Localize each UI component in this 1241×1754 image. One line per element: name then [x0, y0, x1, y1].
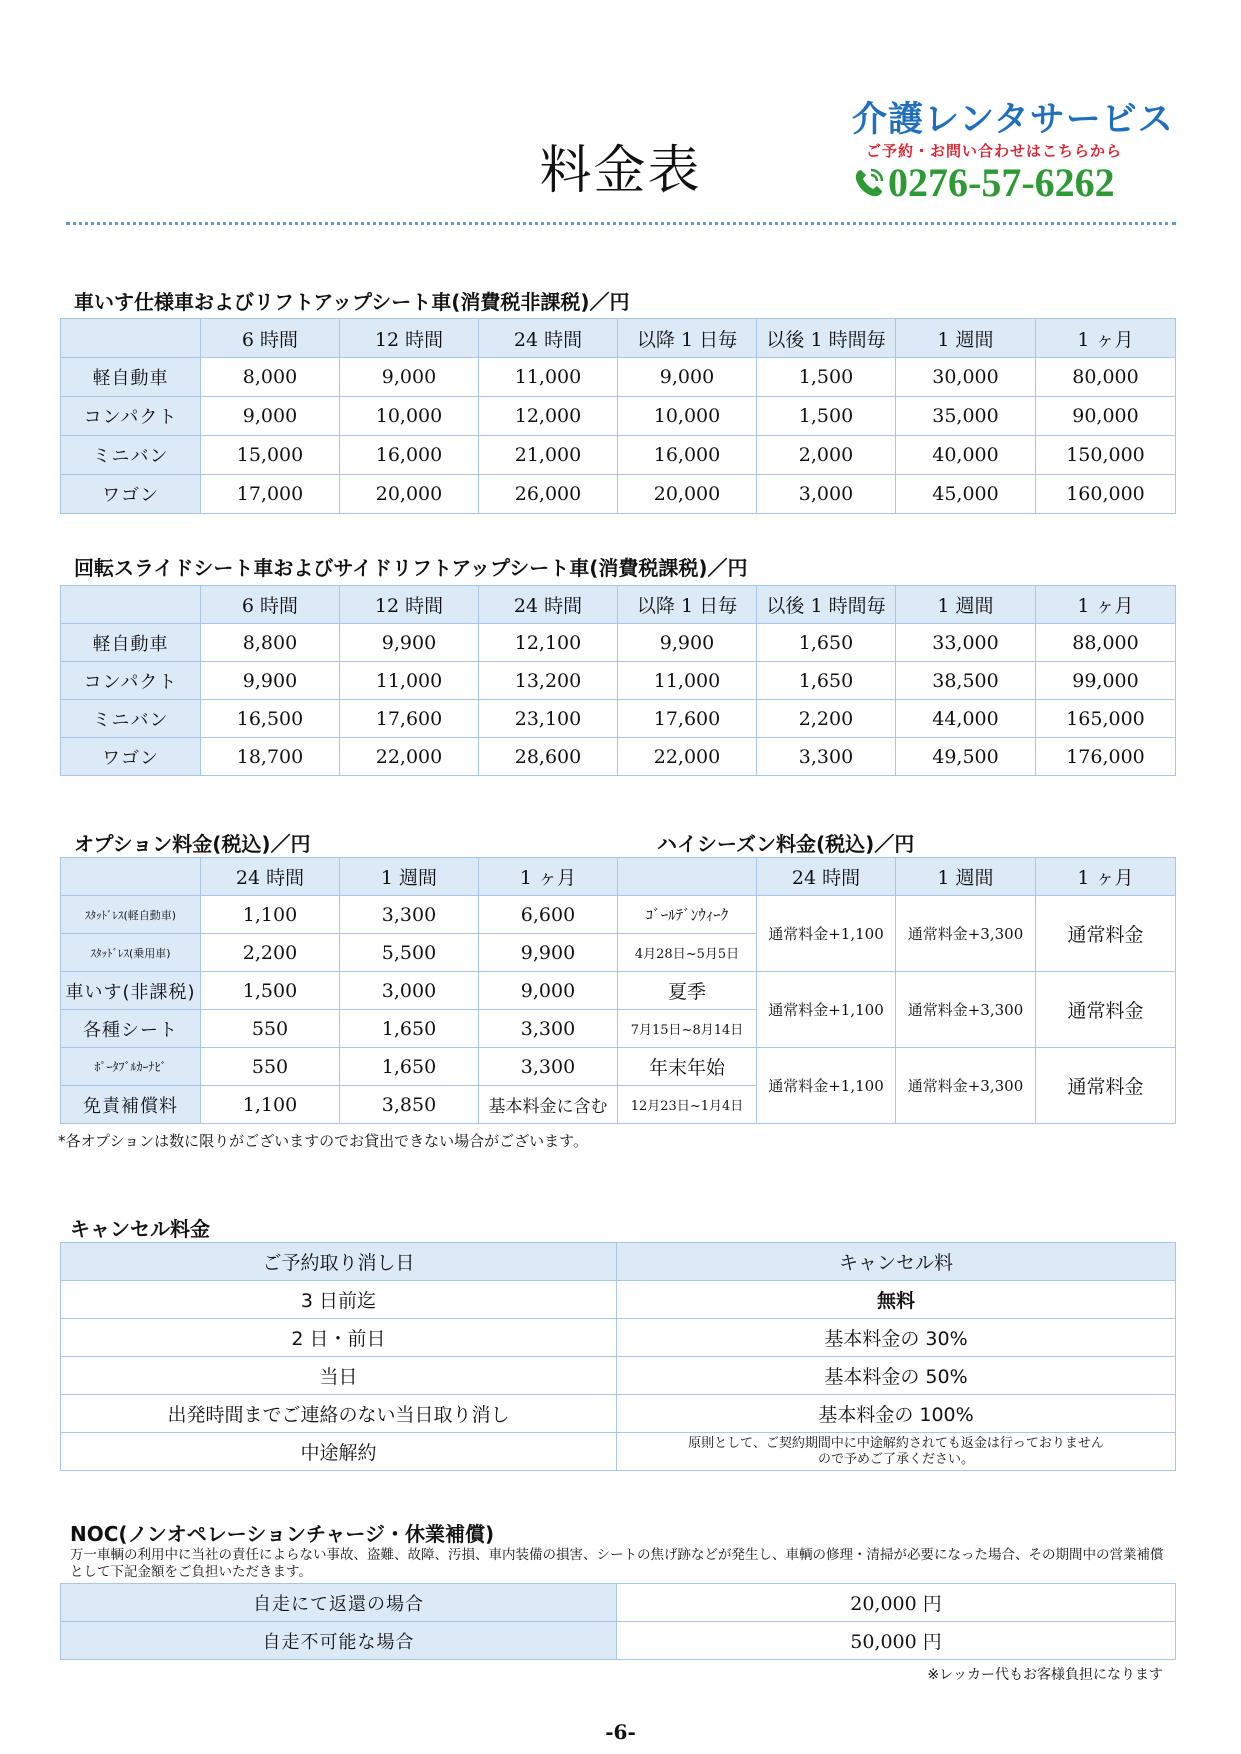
phone-number[interactable]: 0276-57-6262 — [888, 160, 1115, 205]
table-cell: 3,300 — [340, 896, 479, 934]
season-name: 夏季 — [618, 972, 757, 1010]
table-header-cell: 1 ヶ月 — [1036, 319, 1176, 358]
table-cell: 33,000 — [896, 624, 1036, 662]
table-row — [61, 700, 1176, 738]
options-and-high-season-table — [60, 857, 1176, 1124]
table-cell: 80,000 — [1036, 358, 1176, 397]
table-cell: 30,000 — [896, 358, 1036, 397]
table-header-cell: 1 ヶ月 — [1036, 586, 1176, 624]
table-cell: 38,500 — [896, 662, 1036, 700]
table-row — [61, 1433, 1176, 1471]
table-cell: 28,600 — [479, 738, 618, 776]
noc-caption: NOC(ノンオペレーションチャージ・休業補償) — [70, 1522, 495, 1546]
table-cell: 88,000 — [1036, 624, 1176, 662]
table-row — [61, 896, 1176, 934]
season-day-rate: 通常料金+1,100 — [757, 896, 896, 972]
table-header-cell — [618, 858, 757, 896]
season-day-rate: 通常料金+1,100 — [757, 1048, 896, 1124]
table-cell: 22,000 — [340, 738, 479, 776]
table-cell: 2,200 — [201, 934, 340, 972]
table-cell: 原則として、ご契約期間中に中途解約されても返金は行っておりませんので予めご了承ください。 — [617, 1433, 1176, 1471]
cancel-fee-table — [60, 1242, 1176, 1471]
table-cell: 13,200 — [479, 662, 618, 700]
table-cell: 1,500 — [201, 972, 340, 1010]
row-header: コンパクト — [61, 662, 201, 700]
cancel-caption: キャンセル料金 — [70, 1217, 210, 1241]
table-cell: 3,300 — [757, 738, 896, 776]
row-header: 自走不可能な場合 — [61, 1622, 617, 1660]
row-header: ワゴン — [61, 475, 201, 514]
season-dates: 7月15日~8月14日 — [618, 1010, 757, 1048]
season-name: 年末年始 — [618, 1048, 757, 1086]
table-cell: 16,000 — [618, 436, 757, 475]
table-cell: 1,500 — [757, 397, 896, 436]
phone-icon — [852, 166, 886, 200]
table-cell: 18,700 — [201, 738, 340, 776]
table-header-row — [61, 319, 1176, 358]
table-cell: 9,900 — [201, 662, 340, 700]
table-cell: 3 日前迄 — [61, 1281, 617, 1319]
table-header-cell: 1 週間 — [896, 319, 1036, 358]
table-cell: 9,000 — [340, 358, 479, 397]
options-note: *各オプションは数に限りがございますのでお貸出できない場合がございます。 — [58, 1132, 588, 1150]
table-cell: 1,100 — [201, 1086, 340, 1124]
table-cell: 基本料金の 30% — [617, 1319, 1176, 1357]
table-header-cell — [61, 858, 201, 896]
table-cell: 10,000 — [618, 397, 757, 436]
season-month-rate: 通常料金 — [1036, 1048, 1176, 1124]
table-row — [61, 972, 1176, 1010]
table-row — [61, 436, 1176, 475]
table-cell: 1,650 — [757, 662, 896, 700]
table-cell: 9,900 — [479, 934, 618, 972]
table-cell: 44,000 — [896, 700, 1036, 738]
brand-subtitle: ご予約・お問い合わせはこちらから — [866, 142, 1123, 160]
table-header-cell: 以降 1 日毎 — [618, 586, 757, 624]
table-cell: 3,000 — [757, 475, 896, 514]
table-header-row — [61, 1243, 1176, 1281]
table-header-cell: 1 ヶ月 — [1036, 858, 1176, 896]
table-cell: 1,650 — [340, 1048, 479, 1086]
row-header: 自走にて返還の場合 — [61, 1584, 617, 1622]
table-cell: 16,000 — [340, 436, 479, 475]
season-month-rate: 通常料金 — [1036, 896, 1176, 972]
row-header: ミニバン — [61, 436, 201, 475]
table-cell: 10,000 — [340, 397, 479, 436]
option-name: ｽﾀｯﾄﾞﾚｽ(乗用車) — [61, 934, 201, 972]
row-header: ミニバン — [61, 700, 201, 738]
season-name: ｺﾞｰﾙﾃﾞﾝｳｨｰｸ — [618, 896, 757, 934]
page-number: -6- — [605, 1720, 636, 1744]
noc-description: 万一車輌の利用中に当社の責任によらない事故、盗難、故障、汚損、車内装備の損害、シートの焦げ跡などが発生し、車輌の修理・清掃が必要になった場合、その期間中の営業補償として下記金額をご負担いただきます。 — [70, 1547, 1164, 1580]
table-cell: 3,300 — [479, 1048, 618, 1086]
season-dates: 12月23日~1月4日 — [618, 1086, 757, 1124]
option-name: 車いす(非課税) — [61, 972, 201, 1010]
table-cell: 11,000 — [340, 662, 479, 700]
table-cell: 8,800 — [201, 624, 340, 662]
table-header-cell: 1 週間 — [340, 858, 479, 896]
table-header-cell: 12 時間 — [340, 319, 479, 358]
table-header-cell: 12 時間 — [340, 586, 479, 624]
table-cell: 12,100 — [479, 624, 618, 662]
table-header-cell: 24 時間 — [757, 858, 896, 896]
table-cell: 1,100 — [201, 896, 340, 934]
table-row — [61, 1048, 1176, 1086]
table-row — [61, 1281, 1176, 1319]
table-cell: 16,500 — [201, 700, 340, 738]
table-cell: 15,000 — [201, 436, 340, 475]
table-row — [61, 624, 1176, 662]
table-cell: 9,000 — [479, 972, 618, 1010]
table-header-cell: 6 時間 — [201, 586, 340, 624]
options-caption: オプション料金(税込)／円 — [74, 832, 311, 856]
table-cell: 9,000 — [618, 358, 757, 397]
high-season-caption: ハイシーズン料金(税込)／円 — [657, 832, 915, 856]
table-cell: 17,600 — [340, 700, 479, 738]
table-cell: 12,000 — [479, 397, 618, 436]
table-cell: 1,500 — [757, 358, 896, 397]
table-cell: 550 — [201, 1048, 340, 1086]
table-cell: 20,000 円 — [617, 1584, 1176, 1622]
table-cell: 1,650 — [340, 1010, 479, 1048]
table-cell: 176,000 — [1036, 738, 1176, 776]
table-cell: 160,000 — [1036, 475, 1176, 514]
table-header-cell: キャンセル料 — [617, 1243, 1176, 1281]
season-day-rate: 通常料金+1,100 — [757, 972, 896, 1048]
table-cell: 8,000 — [201, 358, 340, 397]
rates-table-taxable — [60, 585, 1176, 776]
noc-note: ※レッカー代もお客様負担になります — [927, 1667, 1163, 1683]
table-cell: 2,000 — [757, 436, 896, 475]
table-cell: 11,000 — [479, 358, 618, 397]
table-header-cell — [61, 586, 201, 624]
table-row — [61, 358, 1176, 397]
table-cell: 21,000 — [479, 436, 618, 475]
brand-phone-line — [852, 159, 1182, 206]
table-cell: 11,000 — [618, 662, 757, 700]
table-header-cell: 1 ヶ月 — [479, 858, 618, 896]
table-header-cell: ご予約取り消し日 — [61, 1243, 617, 1281]
table-header-cell — [61, 319, 201, 358]
table-cell: 6,600 — [479, 896, 618, 934]
table-row — [61, 1584, 1176, 1622]
brand-name: 介護レンタサービス — [852, 100, 1174, 140]
table-row — [61, 1357, 1176, 1395]
table2-caption: 回転スライドシート車およびサイドリフトアップシート車(消費税課税)／円 — [74, 556, 748, 580]
row-header: コンパクト — [61, 397, 201, 436]
table1-caption: 車いす仕様車およびリフトアップシート車(消費税非課税)／円 — [74, 290, 630, 314]
table-cell: 3,850 — [340, 1086, 479, 1124]
row-header: 軽自動車 — [61, 624, 201, 662]
table-row — [61, 1622, 1176, 1660]
table-cell: 基本料金の 50% — [617, 1357, 1176, 1395]
rates-table-nontaxable — [60, 318, 1176, 514]
table-cell: 中途解約 — [61, 1433, 617, 1471]
table-cell: 17,600 — [618, 700, 757, 738]
table-row — [61, 397, 1176, 436]
table-cell: 20,000 — [340, 475, 479, 514]
table-row — [61, 738, 1176, 776]
season-week-rate: 通常料金+3,300 — [896, 896, 1036, 972]
table-cell: 1,650 — [757, 624, 896, 662]
table-cell: 99,000 — [1036, 662, 1176, 700]
table-header-cell: 24 時間 — [479, 586, 618, 624]
table-header-cell: 6 時間 — [201, 319, 340, 358]
table-cell: 17,000 — [201, 475, 340, 514]
row-header: 軽自動車 — [61, 358, 201, 397]
table-header-cell: 24 時間 — [201, 858, 340, 896]
option-name: 各種シート — [61, 1010, 201, 1048]
table-cell: 出発時間までご連絡のない当日取り消し — [61, 1395, 617, 1433]
table-cell: 45,000 — [896, 475, 1036, 514]
table-cell: 50,000 円 — [617, 1622, 1176, 1660]
table-cell: 5,500 — [340, 934, 479, 972]
table-cell: 2 日・前日 — [61, 1319, 617, 1357]
table-header-row — [61, 586, 1176, 624]
table-cell: 基本料金の 100% — [617, 1395, 1176, 1433]
table-cell: 当日 — [61, 1357, 617, 1395]
option-name: ｽﾀｯﾄﾞﾚｽ(軽自動車) — [61, 896, 201, 934]
dotted-divider — [66, 222, 1176, 225]
table-cell: 165,000 — [1036, 700, 1176, 738]
table-cell: 9,900 — [340, 624, 479, 662]
table-cell: 49,500 — [896, 738, 1036, 776]
table-cell: 無料 — [617, 1281, 1176, 1319]
table-row — [61, 1319, 1176, 1357]
table-header-cell: 以後 1 時間毎 — [757, 319, 896, 358]
table-header-cell: 1 週間 — [896, 586, 1036, 624]
table-cell: 150,000 — [1036, 436, 1176, 475]
table-row — [61, 662, 1176, 700]
table-cell: 20,000 — [618, 475, 757, 514]
table-row — [61, 475, 1176, 514]
season-month-rate: 通常料金 — [1036, 972, 1176, 1048]
page-title: 料金表 — [539, 141, 702, 201]
brand-block — [852, 92, 1182, 206]
option-name: ﾎﾟｰﾀﾌﾞﾙｶｰﾅﾋﾞ — [61, 1048, 201, 1086]
table-cell: 2,200 — [757, 700, 896, 738]
table-cell: 3,000 — [340, 972, 479, 1010]
season-dates: 4月28日~5月5日 — [618, 934, 757, 972]
table-header-cell: 以後 1 時間毎 — [757, 586, 896, 624]
table-cell: 3,300 — [479, 1010, 618, 1048]
season-week-rate: 通常料金+3,300 — [896, 972, 1036, 1048]
table-cell: 22,000 — [618, 738, 757, 776]
table-cell: 90,000 — [1036, 397, 1176, 436]
option-name: 免責補償料 — [61, 1086, 201, 1124]
table-cell: 基本料金に含む — [479, 1086, 618, 1124]
table-cell: 26,000 — [479, 475, 618, 514]
table-header-cell: 以降 1 日毎 — [618, 319, 757, 358]
table-cell: 9,000 — [201, 397, 340, 436]
table-cell: 9,900 — [618, 624, 757, 662]
table-header-row — [61, 858, 1176, 896]
table-cell: 550 — [201, 1010, 340, 1048]
table-cell: 40,000 — [896, 436, 1036, 475]
table-header-cell: 24 時間 — [479, 319, 618, 358]
season-week-rate: 通常料金+3,300 — [896, 1048, 1036, 1124]
noc-table — [60, 1583, 1176, 1660]
row-header: ワゴン — [61, 738, 201, 776]
table-cell: 23,100 — [479, 700, 618, 738]
table-header-cell: 1 週間 — [896, 858, 1036, 896]
table-cell: 35,000 — [896, 397, 1036, 436]
table-row — [61, 1395, 1176, 1433]
